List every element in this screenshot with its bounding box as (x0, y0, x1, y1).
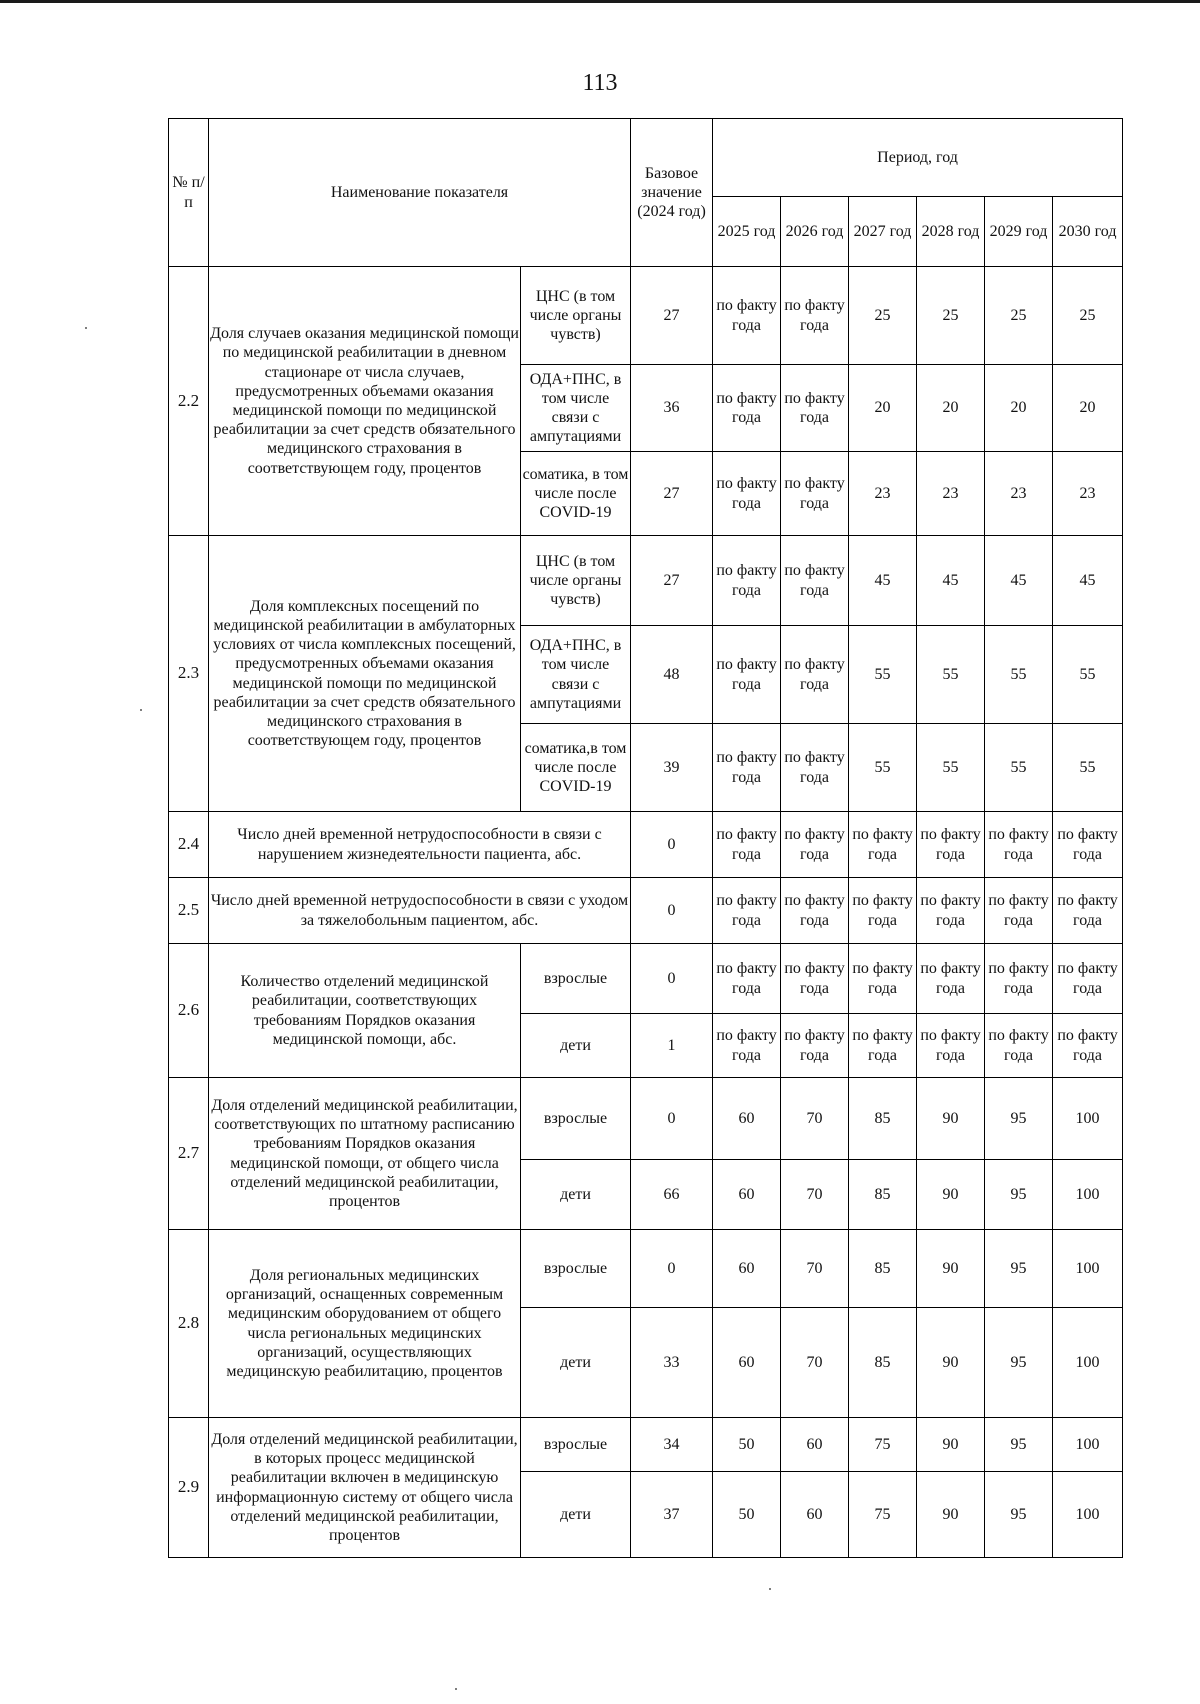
category-cell: дети (521, 1472, 631, 1558)
year-value: 75 (849, 1418, 917, 1472)
year-value: по факту года (781, 878, 849, 944)
year-value: 25 (849, 267, 917, 365)
header-year: 2027 год (849, 197, 917, 267)
year-value: по факту года (781, 452, 849, 536)
year-value: по факту года (985, 878, 1053, 944)
table-row (169, 1078, 1123, 1160)
base-value: 39 (631, 724, 713, 812)
year-value: 70 (781, 1308, 849, 1418)
year-value: 45 (849, 536, 917, 626)
header-num: № п/п (169, 119, 209, 267)
year-value: по факту года (781, 724, 849, 812)
category-cell: соматика,в том числе после COVID-19 (521, 724, 631, 812)
year-value: 90 (917, 1078, 985, 1160)
year-value: 85 (849, 1308, 917, 1418)
base-value: 27 (631, 452, 713, 536)
scan-speck (769, 1588, 771, 1590)
year-value: 60 (713, 1308, 781, 1418)
year-value: 90 (917, 1308, 985, 1418)
year-value: 95 (985, 1230, 1053, 1308)
header-year: 2030 год (1053, 197, 1123, 267)
category-cell: соматика, в том числе после COVID-19 (521, 452, 631, 536)
header-base: Базовое значение (2024 год) (631, 119, 713, 267)
year-value: 20 (985, 365, 1053, 452)
table-row (169, 267, 1123, 365)
base-value: 37 (631, 1472, 713, 1558)
row-number: 2.8 (169, 1230, 209, 1418)
year-value: 100 (1053, 1472, 1123, 1558)
year-value: 95 (985, 1160, 1053, 1230)
year-value: 45 (917, 536, 985, 626)
table-row (169, 812, 1123, 878)
year-value: по факту года (713, 267, 781, 365)
indicator-name: Число дней временной нетрудоспособности в связи с уходом за тяжелобольным пациентом, абс. (209, 878, 631, 944)
row-number: 2.9 (169, 1418, 209, 1558)
year-value: по факту года (781, 944, 849, 1014)
year-value: по факту года (781, 365, 849, 452)
year-value: 95 (985, 1308, 1053, 1418)
year-value: 55 (1053, 626, 1123, 724)
year-value: по факту года (917, 1014, 985, 1078)
year-value: 55 (985, 626, 1053, 724)
year-value: 25 (917, 267, 985, 365)
year-value: 55 (849, 626, 917, 724)
year-value: по факту года (849, 812, 917, 878)
year-value: 90 (917, 1472, 985, 1558)
base-value: 33 (631, 1308, 713, 1418)
year-value: 70 (781, 1078, 849, 1160)
year-value: 23 (1053, 452, 1123, 536)
category-cell: дети (521, 1014, 631, 1078)
year-value: по факту года (1053, 812, 1123, 878)
category-cell: взрослые (521, 1230, 631, 1308)
base-value: 66 (631, 1160, 713, 1230)
year-value: 55 (1053, 724, 1123, 812)
top-border-line (0, 0, 1200, 3)
year-value: 50 (713, 1472, 781, 1558)
indicator-name: Доля отделений медицинской реабилитации, соответствующих по штатному расписанию требованиям Порядков оказания медицинской помощи, от общего числа отделений медицинской реабилитации, процентов (209, 1078, 521, 1230)
indicator-name: Доля региональных медицинских организаций, оснащенных современным медицинским оборудованием от общего числа региональных медицинских организаций, осуществляющих медицинскую реабилитацию, процентов (209, 1230, 521, 1418)
base-value: 36 (631, 365, 713, 452)
year-value: по факту года (1053, 944, 1123, 1014)
base-value: 0 (631, 1078, 713, 1160)
year-value: 20 (1053, 365, 1123, 452)
year-value: по факту года (985, 812, 1053, 878)
indicator-name: Доля комплексных посещений по медицинской реабилитации в амбулаторных условиях от числа комплексных посещений, предусмотренных объемами оказания медицинской помощи по медицинской реабилитации за счет средств обязательного медицинского страхования в соответствующем году, процентов (209, 536, 521, 812)
base-value: 34 (631, 1418, 713, 1472)
year-value: 20 (917, 365, 985, 452)
year-value: 85 (849, 1078, 917, 1160)
year-value: по факту года (713, 536, 781, 626)
year-value: 55 (917, 724, 985, 812)
year-value: 23 (985, 452, 1053, 536)
year-value: 100 (1053, 1078, 1123, 1160)
year-value: по факту года (849, 944, 917, 1014)
year-value: по факту года (1053, 878, 1123, 944)
year-value: 25 (1053, 267, 1123, 365)
year-value: 60 (781, 1472, 849, 1558)
year-value: по факту года (917, 812, 985, 878)
year-value: 60 (713, 1160, 781, 1230)
year-value: 100 (1053, 1230, 1123, 1308)
base-value: 0 (631, 944, 713, 1014)
header-name: Наименование показателя (209, 119, 631, 267)
year-value: 25 (985, 267, 1053, 365)
indicator-name: Доля отделений медицинской реабилитации, в которых процесс медицинской реабилитации включен в медицинскую информационную систему от общего числа отделений медицинской реабилитации, процентов (209, 1418, 521, 1558)
year-value: по факту года (781, 812, 849, 878)
year-value: 85 (849, 1230, 917, 1308)
table-row (169, 1418, 1123, 1472)
header-year: 2028 год (917, 197, 985, 267)
year-value: 45 (985, 536, 1053, 626)
year-value: по факту года (781, 1014, 849, 1078)
table-row (169, 944, 1123, 1014)
year-value: по факту года (985, 1014, 1053, 1078)
year-value: 23 (849, 452, 917, 536)
year-value: по факту года (713, 365, 781, 452)
base-value: 48 (631, 626, 713, 724)
year-value: по факту года (849, 878, 917, 944)
year-value: 90 (917, 1230, 985, 1308)
year-value: 100 (1053, 1160, 1123, 1230)
year-value: 70 (781, 1160, 849, 1230)
year-value: по факту года (713, 812, 781, 878)
year-value: по факту года (781, 267, 849, 365)
row-number: 2.4 (169, 812, 209, 878)
year-value: 70 (781, 1230, 849, 1308)
year-value: 100 (1053, 1308, 1123, 1418)
year-value: 95 (985, 1078, 1053, 1160)
year-value: по факту года (849, 1014, 917, 1078)
table-row (169, 878, 1123, 944)
year-value: по факту года (917, 944, 985, 1014)
year-value: 55 (985, 724, 1053, 812)
indicators-table (168, 118, 1123, 1558)
row-number: 2.5 (169, 878, 209, 944)
row-number: 2.3 (169, 536, 209, 812)
year-value: по факту года (713, 626, 781, 724)
year-value: 45 (1053, 536, 1123, 626)
year-value: 95 (985, 1418, 1053, 1472)
year-value: 90 (917, 1160, 985, 1230)
base-value: 1 (631, 1014, 713, 1078)
category-cell: ЦНС (в том числе органы чувств) (521, 536, 631, 626)
category-cell: взрослые (521, 1418, 631, 1472)
header-year: 2025 год (713, 197, 781, 267)
year-value: 20 (849, 365, 917, 452)
category-cell: ОДА+ПНС, в том числе связи с ампутациями (521, 365, 631, 452)
page-number: 113 (582, 70, 618, 96)
year-value: 90 (917, 1418, 985, 1472)
category-cell: ЦНС (в том числе органы чувств) (521, 267, 631, 365)
year-value: по факту года (781, 626, 849, 724)
category-cell: дети (521, 1308, 631, 1418)
table-row (169, 536, 1123, 626)
indicator-name: Количество отделений медицинской реабилитации, соответствующих требованиям Порядков оказания медицинской помощи, абс. (209, 944, 521, 1078)
year-value: 100 (1053, 1418, 1123, 1472)
year-value: 23 (917, 452, 985, 536)
header-year: 2029 год (985, 197, 1053, 267)
indicator-name: Число дней временной нетрудоспособности в связи с нарушением жизнедеятельности пациента, абс. (209, 812, 631, 878)
category-cell: ОДА+ПНС, в том числе связи с ампутациями (521, 626, 631, 724)
category-cell: дети (521, 1160, 631, 1230)
year-value: 60 (713, 1078, 781, 1160)
year-value: 60 (713, 1230, 781, 1308)
row-number: 2.7 (169, 1078, 209, 1230)
year-value: 75 (849, 1472, 917, 1558)
year-value: по факту года (985, 944, 1053, 1014)
year-value: 60 (781, 1418, 849, 1472)
category-cell: взрослые (521, 1078, 631, 1160)
year-value: по факту года (713, 1014, 781, 1078)
year-value: 85 (849, 1160, 917, 1230)
row-number: 2.2 (169, 267, 209, 536)
base-value: 27 (631, 536, 713, 626)
year-value: по факту года (917, 878, 985, 944)
indicator-name: Доля случаев оказания медицинской помощи по медицинской реабилитации в дневном стационаре от числа случаев, предусмотренных объемами оказания медицинской помощи по медицинской реабилитации за счет средств обязательного медицинского страхования в соответствующем году, процентов (209, 267, 521, 536)
base-value: 27 (631, 267, 713, 365)
base-value: 0 (631, 812, 713, 878)
year-value: по факту года (713, 724, 781, 812)
year-value: 95 (985, 1472, 1053, 1558)
year-value: по факту года (713, 944, 781, 1014)
year-value: по факту года (713, 878, 781, 944)
category-cell: взрослые (521, 944, 631, 1014)
row-number: 2.6 (169, 944, 209, 1078)
base-value: 0 (631, 878, 713, 944)
year-value: по факту года (1053, 1014, 1123, 1078)
header-year: 2026 год (781, 197, 849, 267)
scan-speck (85, 327, 87, 329)
year-value: 55 (849, 724, 917, 812)
scan-speck (455, 1688, 457, 1690)
header-period: Период, год (713, 119, 1123, 197)
year-value: 55 (917, 626, 985, 724)
scan-speck (140, 709, 142, 711)
year-value: по факту года (781, 536, 849, 626)
year-value: по факту года (713, 452, 781, 536)
base-value: 0 (631, 1230, 713, 1308)
table-row (169, 1230, 1123, 1308)
year-value: 50 (713, 1418, 781, 1472)
